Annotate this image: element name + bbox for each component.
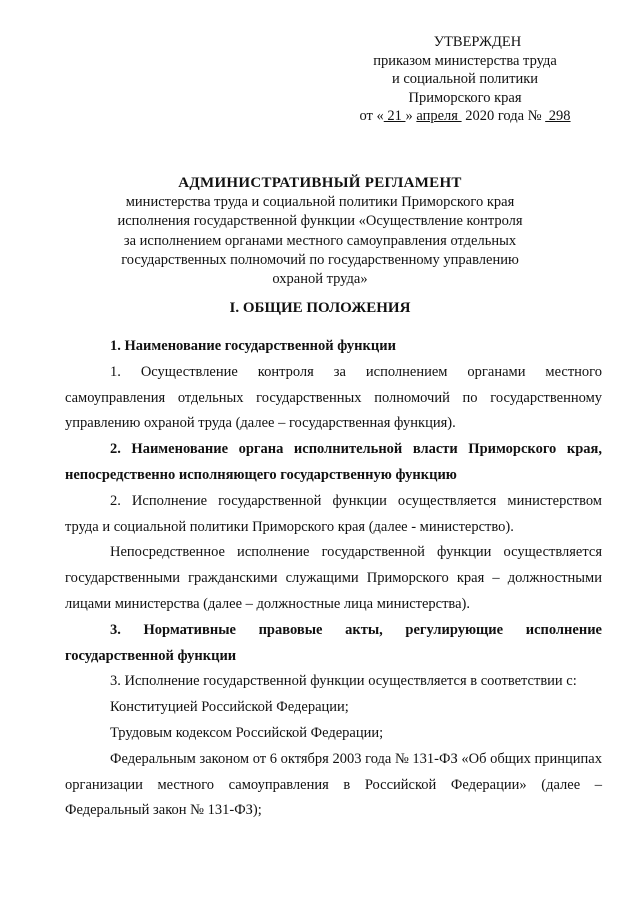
approval-heading: УТВЕРЖДЕН	[433, 34, 522, 50]
title-main: АДМИНИСТРАТИВНЫЙ РЕГЛАМЕНТ	[178, 175, 462, 191]
title-sub-line: министерства труда и социальной политики Приморского края	[125, 194, 515, 210]
paragraph: 2. Исполнение государственной функции осуществляется министерством труда и социальной политики Приморского края (далее - министерство).	[65, 492, 602, 535]
paragraph: Конституцией Российской Федерации;	[110, 699, 349, 716]
order-number: 298	[545, 108, 571, 124]
subsection-heading: 1. Наименование государственной функции	[110, 338, 396, 354]
date-day: 21	[383, 108, 406, 124]
title-sub-line: государственных полномочий по государственному управлению	[121, 251, 519, 268]
approval-date	[320, 107, 610, 126]
approval-line: и социальной политики	[391, 71, 539, 87]
document-body	[65, 334, 602, 824]
approval-line: приказом министерства труда	[373, 52, 557, 69]
document-title	[60, 173, 580, 289]
title-sub-line: за исполнением органами местного самоуправления отдельных	[123, 232, 517, 249]
approval-stamp	[320, 33, 610, 126]
paragraph: Трудовым кодексом Российской Федерации;	[110, 724, 384, 741]
title-sub-line: охраной труда»	[272, 271, 368, 288]
title-sub-line: исполнения государственной функции «Осуществление контроля	[117, 213, 523, 230]
section-heading: I. ОБЩИЕ ПОЛОЖЕНИЯ	[229, 300, 411, 316]
subsection-heading: 3. Нормативные правовые акты, регулирующие исполнение государственной функции	[65, 621, 602, 664]
date-mid: »	[405, 108, 417, 124]
subsection-heading: 2. Наименование органа исполнительной власти Приморского края, непосредственно исполняющего государственную функцию	[65, 441, 602, 483]
approval-line: Приморского края	[408, 89, 522, 106]
date-year: 2020 года №	[461, 108, 546, 124]
paragraph: Федеральным законом от 6 октября 2003 года № 131-ФЗ «Об общих принципах организации местного самоуправления в Российской Федерации» (далее – Федеральный закон № 131-ФЗ);	[65, 750, 602, 819]
date-month: апреля	[416, 108, 462, 124]
paragraph: Непосредственное исполнение государственной функции осуществляется государственными гражданскими служащими Приморского края – должностными лицами министерства (далее – должностные лица министерства).	[65, 544, 602, 612]
date-prefix: от «	[359, 108, 384, 124]
paragraph: 1. Осуществление контроля за исполнением органами местного самоуправления отдельных государственных полномочий по государственному управлению охраной труда (далее – государственная функция).	[65, 363, 602, 432]
paragraph: 3. Исполнение государственной функции осуществляется в соответствии с:	[110, 673, 577, 690]
